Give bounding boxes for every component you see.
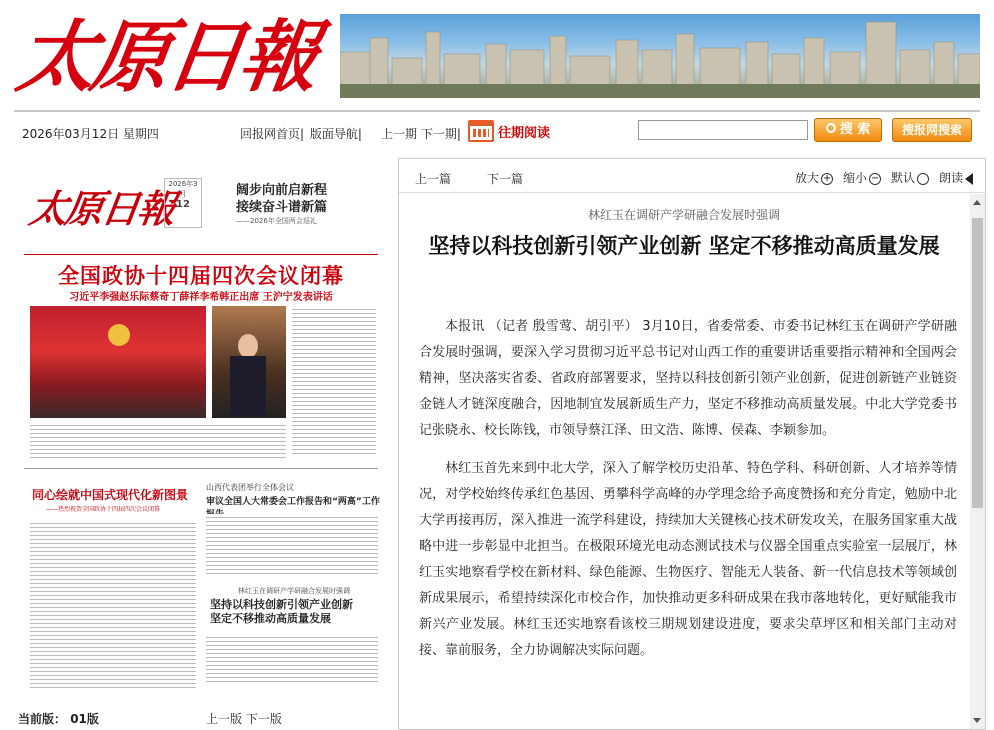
minus-icon: − [870,172,880,184]
page-thumbnail[interactable] [14,158,386,692]
next-issue-link[interactable]: 下一期| [420,127,461,141]
thumb-bottom-title-2: 坚定不移推动高质量发展 [210,612,331,625]
font-larger-label: 放大 [795,171,820,185]
thumb-red-rule [24,254,378,255]
next-page-link[interactable]: 下一版 [245,712,282,726]
thumb-bottom-text[interactable] [206,634,378,684]
page-nav [206,710,282,727]
scroll-down-arrow-icon[interactable] [973,718,981,723]
article-scrollbar[interactable] [970,194,985,729]
scroll-up-arrow-icon[interactable] [973,200,981,205]
thumb-main-title[interactable]: 全国政协十四届四次会议闭幕 [58,264,344,288]
font-controls [795,169,973,186]
read-aloud-label: 朗读 [939,171,964,185]
search-input[interactable] [638,120,808,140]
thumb-bottom-title-1: 坚持以科技创新引领产业创新 [210,598,353,611]
current-page-indicator [18,710,99,727]
thumb-second-subtitle: ——热烈祝贺全国政协十四届四次会议闭幕 [46,506,161,513]
thumb-date-num: 12 [176,199,190,210]
masthead-divider [14,110,980,112]
prev-issue-link[interactable]: 上一期 [381,127,418,141]
current-page-value: 01版 [70,712,99,726]
thumb-text-column[interactable] [292,306,376,456]
font-default-label: 默认 [891,171,916,185]
thumb-main-subtitle[interactable]: 习近平李强赵乐际蔡奇丁薛祥李希韩正出席 王沪宁发表讲话 [69,292,333,303]
thumb-bottom-kicker: 林红玉在调研产学研融合发展时强调 [238,587,350,595]
thumb-header-headline[interactable] [236,182,327,226]
site-search-button[interactable]: 搜报网搜索 [892,118,972,142]
search-button-label: 搜 索 [839,122,871,137]
default-icon [917,173,929,185]
search-button[interactable] [814,118,882,142]
thumb-mid-title[interactable]: 审议全国人大常委会工作报告和“两高”工作 [206,497,380,507]
article-toolbar [399,159,985,193]
prev-article-link[interactable]: 上一篇 [415,172,452,186]
read-aloud-button[interactable] [939,169,973,186]
current-page-label: 当前版： [18,712,67,726]
thumb-mid-text[interactable] [206,514,378,576]
article-body [419,314,957,676]
article-kicker: 林红玉在调研产学研融合发展时强调 [587,208,780,222]
newspaper-logo[interactable]: 太原日報 [11,12,321,103]
thumb-mid-kicker: 山西代表团举行全体会议 [206,483,294,492]
font-smaller-button[interactable] [843,169,881,186]
thumb-photo-session[interactable] [30,306,206,418]
thumb-bottom-title[interactable] [210,598,353,626]
thumb-header-headline-1: 阔步向前启新程 [236,183,328,198]
home-link[interactable]: 回报网首页| [240,127,305,141]
search-icon [826,123,836,133]
thumb-date-box [164,178,202,228]
site-nav [240,125,364,142]
thumb-photo-speaker[interactable] [212,306,286,418]
plus-icon: + [822,172,832,184]
issue-date: 2026年03月12日 星期四 [22,127,159,141]
next-article-link[interactable]: 下一篇 [487,172,524,186]
article-headline: 坚持以科技创新引领产业创新 坚定不移推动高质量发展 [428,234,940,258]
top-toolbar [0,116,994,146]
speaker-icon [965,173,973,185]
article-paragraph: 林红玉首先来到中北大学，深入了解学校历史沿革、特色学科、科研创新、人才培养等情况，对学校始终传承红色基因、勇攀科学高峰的办学理念给予高度赞扬和充分肯定，勉励中北大学再接再厉，深入推进一流学科建设，持续加大关键核心技术研发攻关，在服务国家重大战略中进一步彰显中北担当。在极限环境光电动态测试技术与仪器全国重点实验室一层展厅，林红玉实地察看学校在新材料、绿色能源、生物医疗、智能无人装备、新一代信息技术等领域创新成果展示，希望持续深化市校合作，加快推动更多科研成果在我市落地转化，更好赋能我市新兴产业发展。林红玉还实地察看该校三期规划建设进度，要求尖草坪区和相关部门主动对接、靠前服务，全力协调解决实际问题。 [419,461,957,658]
article-paragraph: 本报讯 （记者 殷雪莺、胡引平） 3月10日，省委常委、市委书记林红玉在调研产学研融合发展时强调，要深入学习贯彻习近平总书记对山西工作的重要讲话重要指示精神和全国两会精神，坚决落实省委、省政府部署要求，坚持以科技创新引领产业创新，促进创新链产业链资金链人才链深度融合，因地制宜发展新质生产力，坚定不移推动高质量发展。中北大学党委书记张晓永、校长陈钱，市领导蔡江泽、田文浩、陈博、侯森、李颖参加。 [419,319,957,438]
prev-page-link[interactable]: 上一版 [206,712,243,726]
archive-label: 往期阅读 [498,125,551,141]
thumb-logo: 太原日報 [26,186,177,231]
font-default-button[interactable] [891,169,929,186]
thumb-date-line: 2026年3月 [168,180,198,198]
masthead [0,0,994,112]
thumb-commentary-text[interactable] [30,520,196,688]
archive-link[interactable] [468,120,550,142]
article-panel [398,158,986,730]
scrollbar-thumb[interactable] [972,218,983,508]
thumb-caption-text [30,422,286,458]
thumb-header-headline-2: 接续奋斗谱新篇 [236,200,328,215]
font-smaller-label: 缩小 [843,171,868,185]
issue-nav [381,125,461,142]
city-skyline-banner [340,14,980,98]
calendar-icon [468,120,494,142]
thumb-header-caption: ——2026年全国两会巡礼 [236,217,317,225]
thumb-section-rule [24,468,378,469]
thumb-second-title[interactable]: 同心绘就中国式现代化新图景 [32,488,189,502]
font-larger-button[interactable] [795,169,833,186]
article-content [399,194,969,729]
layout-nav-link[interactable]: 版面导航| [309,127,362,141]
